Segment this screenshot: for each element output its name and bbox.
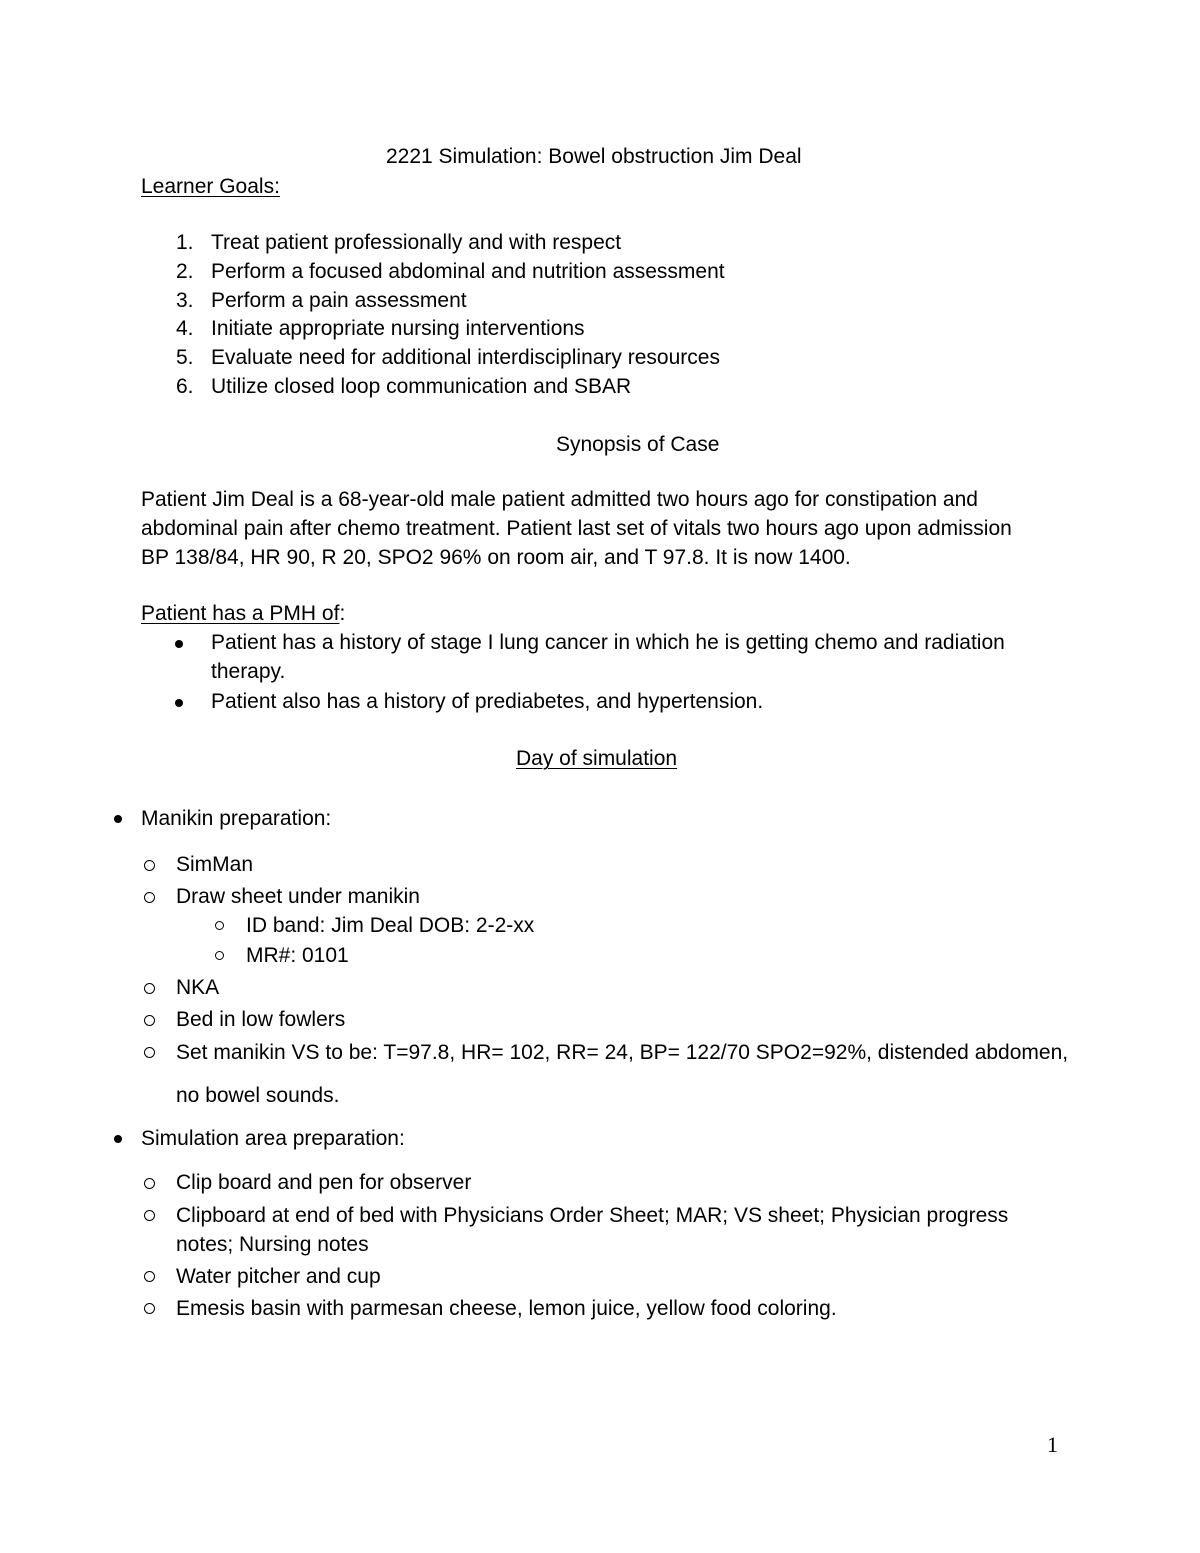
circle-bullet-icon bbox=[144, 1271, 155, 1282]
synopsis-heading: Synopsis of Case bbox=[556, 433, 720, 456]
list-item: Bed in low fowlers bbox=[176, 1008, 346, 1031]
list-item: Clipboard at end of bed with Physicians Order Sheet; MAR; VS sheet; Physician progress bbox=[176, 1204, 1009, 1227]
list-item: NKA bbox=[176, 976, 220, 999]
list-item: Clip board and pen for observer bbox=[176, 1171, 472, 1194]
day-of-simulation-heading: Day of simulation bbox=[516, 747, 678, 770]
goal-number: 1. bbox=[176, 231, 194, 254]
goal-number: 5. bbox=[176, 346, 194, 369]
bullet-icon bbox=[114, 1135, 122, 1143]
synopsis-line: Patient Jim Deal is a 68-year-old male patient admitted two hours ago for constipation and bbox=[141, 488, 978, 511]
circle-bullet-icon bbox=[144, 983, 155, 994]
circle-bullet-icon bbox=[144, 860, 155, 871]
list-item: Draw sheet under manikin bbox=[176, 885, 420, 908]
circle-bullet-icon bbox=[144, 892, 155, 903]
manikin-preparation-heading: Manikin preparation: bbox=[141, 807, 332, 830]
bullet-icon bbox=[114, 815, 122, 823]
bullet-icon bbox=[175, 640, 183, 648]
goal-item: Evaluate need for additional interdisciplinary resources bbox=[211, 346, 720, 369]
goal-item: Utilize closed loop communication and SBAR bbox=[211, 375, 632, 398]
synopsis-line: BP 138/84, HR 90, R 20, SPO2 96% on room air, and T 97.8. It is now 1400. bbox=[141, 546, 851, 569]
pmh-heading-colon: : bbox=[339, 602, 346, 625]
goal-number: 2. bbox=[176, 260, 194, 283]
goal-item: Treat patient professionally and with respect bbox=[211, 231, 622, 254]
simulation-area-heading: Simulation area preparation: bbox=[141, 1127, 405, 1150]
goal-number: 6. bbox=[176, 375, 194, 398]
goal-item: Perform a focused abdominal and nutrition assessment bbox=[211, 260, 725, 283]
learner-goals-heading: Learner Goals: bbox=[141, 175, 280, 198]
document-title: 2221 Simulation: Bowel obstruction Jim Deal bbox=[386, 145, 802, 168]
circle-bullet-icon bbox=[144, 1210, 155, 1221]
list-item-continuation: notes; Nursing notes bbox=[176, 1233, 369, 1256]
list-item: SimMan bbox=[176, 853, 254, 876]
list-item: Emesis basin with parmesan cheese, lemon juice, yellow food coloring. bbox=[176, 1297, 837, 1320]
goal-item: Perform a pain assessment bbox=[211, 289, 467, 312]
list-item-continuation: no bowel sounds. bbox=[176, 1084, 340, 1107]
small-circle-bullet-icon bbox=[215, 921, 224, 930]
pmh-item-continuation: therapy. bbox=[211, 660, 286, 683]
circle-bullet-icon bbox=[144, 1015, 155, 1026]
list-item: ID band: Jim Deal DOB: 2-2-xx bbox=[246, 914, 535, 937]
pmh-item: Patient also has a history of prediabetes, and hypertension. bbox=[211, 690, 764, 713]
circle-bullet-icon bbox=[144, 1047, 155, 1058]
goal-item: Initiate appropriate nursing interventions bbox=[211, 317, 585, 340]
page-number: 1 bbox=[1047, 1432, 1058, 1457]
small-circle-bullet-icon bbox=[215, 951, 224, 960]
list-item: Set manikin VS to be: T=97.8, HR= 102, RR= 24, BP= 122/70 SPO2=92%, distended abdomen, bbox=[176, 1041, 1069, 1064]
list-item: MR#: 0101 bbox=[246, 944, 349, 967]
circle-bullet-icon bbox=[144, 1303, 155, 1314]
goal-number: 4. bbox=[176, 317, 194, 340]
synopsis-line: abdominal pain after chemo treatment. Patient last set of vitals two hours ago upon admission bbox=[141, 517, 1012, 540]
pmh-item: Patient has a history of stage I lung cancer in which he is getting chemo and radiation bbox=[211, 631, 1005, 654]
circle-bullet-icon bbox=[144, 1178, 155, 1189]
goal-number: 3. bbox=[176, 289, 194, 312]
bullet-icon bbox=[175, 699, 183, 707]
pmh-heading-text: Patient has a PMH of bbox=[141, 602, 340, 625]
list-item: Water pitcher and cup bbox=[176, 1265, 381, 1288]
pmh-heading bbox=[141, 603, 345, 624]
